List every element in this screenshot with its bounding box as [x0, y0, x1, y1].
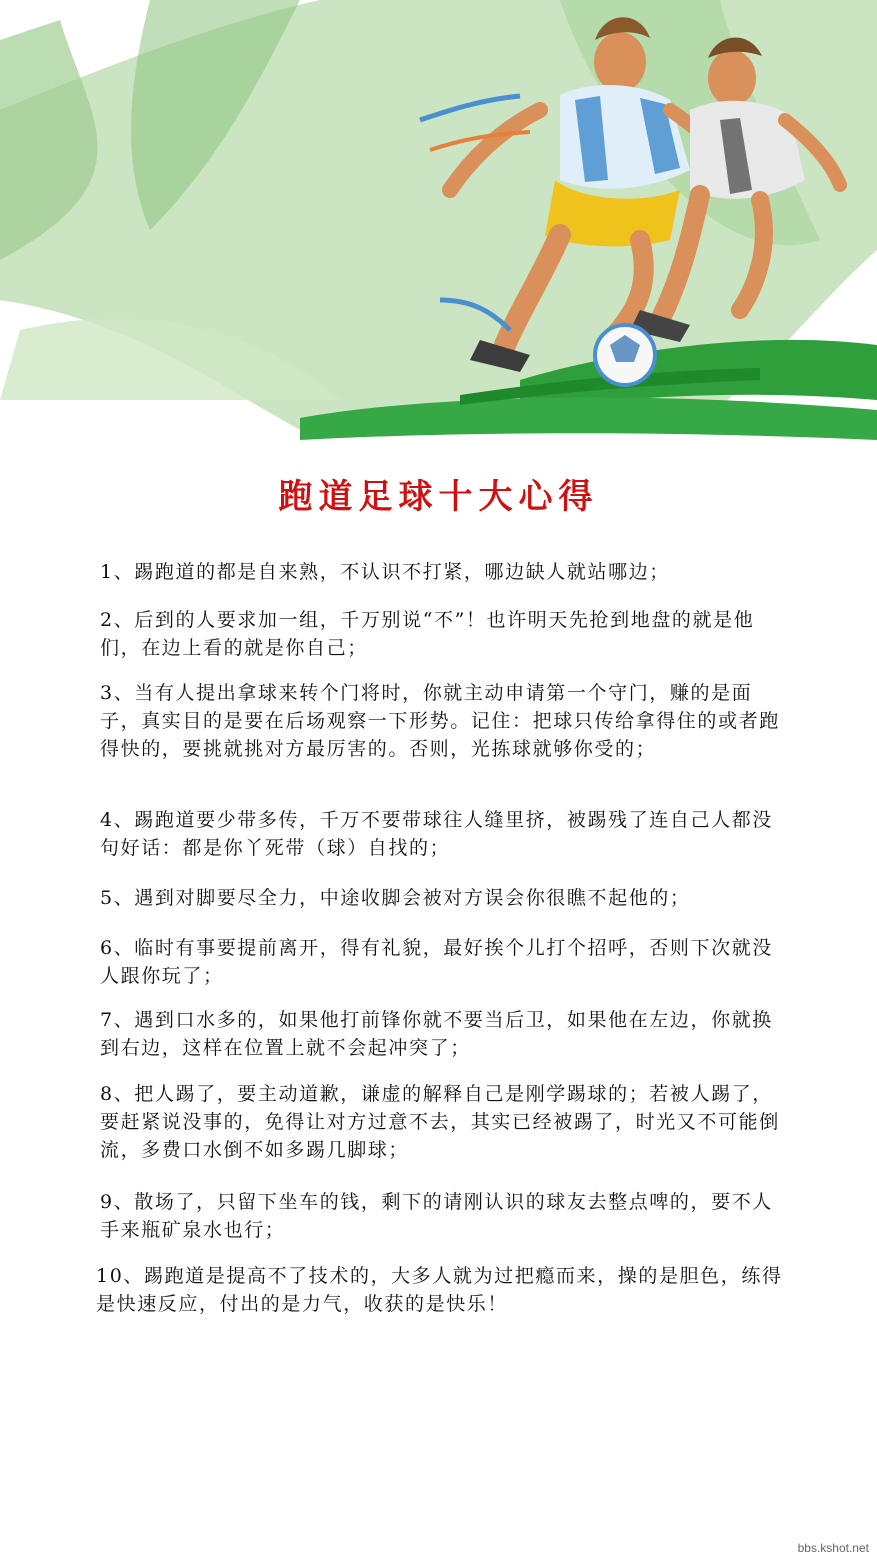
hero-illustration	[0, 0, 877, 450]
page-title: 跑道足球十大心得	[278, 477, 599, 517]
list-item: 8、把人踢了，要主动道歉，谦虚的解释自己是刚学踢球的；若被人踢了，要赶紧说没事的，免得让对方过意不去，其实已经被踢了，时光又不可能倒流，多费口水倒不如多踢几脚球；	[100, 1083, 780, 1161]
watermark: bbs.kshot.net	[797, 1541, 869, 1555]
list-item: 4、踢跑道要少带多传，千万不要带球往人缝里挤，被踢残了连自己人都没句好话：都是你丫死带（球）自找的；	[100, 809, 773, 859]
list-item: 3、当有人提出拿球来转个门将时，你就主动申请第一个守门，赚的是面子，真实目的是要在后场观察一下形势。记住：把球只传给拿得住的或者跑得快的，要挑就挑对方最厉害的。否则，光拣球就够你受的；	[100, 682, 780, 760]
list-item: 10、踢跑道是提高不了技术的，大多人就为过把瘾而来，操的是胆色，练得是快速反应，付出的是力气，收获的是快乐！	[96, 1265, 783, 1315]
list-item: 1、踢跑道的都是自来熟，不认识不打紧，哪边缺人就站哪边；	[100, 561, 670, 583]
two-soccer-players-icon	[0, 0, 877, 450]
list-item: 9、散场了，只留下坐车的钱，剩下的请刚认识的球友去整点啤的，要不人手来瓶矿泉水也行；	[100, 1191, 773, 1241]
list-item: 5、遇到对脚要尽全力，中途收脚会被对方误会你很瞧不起他的；	[100, 887, 691, 909]
list-item: 7、遇到口水多的，如果他打前锋你就不要当后卫，如果他在左边，你就换到右边，这样在位置上就不会起冲突了；	[100, 1009, 773, 1059]
list-item: 2、后到的人要求加一组，千万别说“不”！也许明天先抢到地盘的就是他们，在边上看的就是你自己；	[100, 609, 755, 659]
list-item: 6、临时有事要提前离开，得有礼貌，最好挨个儿打个招呼，否则下次就没人跟你玩了；	[100, 937, 773, 987]
